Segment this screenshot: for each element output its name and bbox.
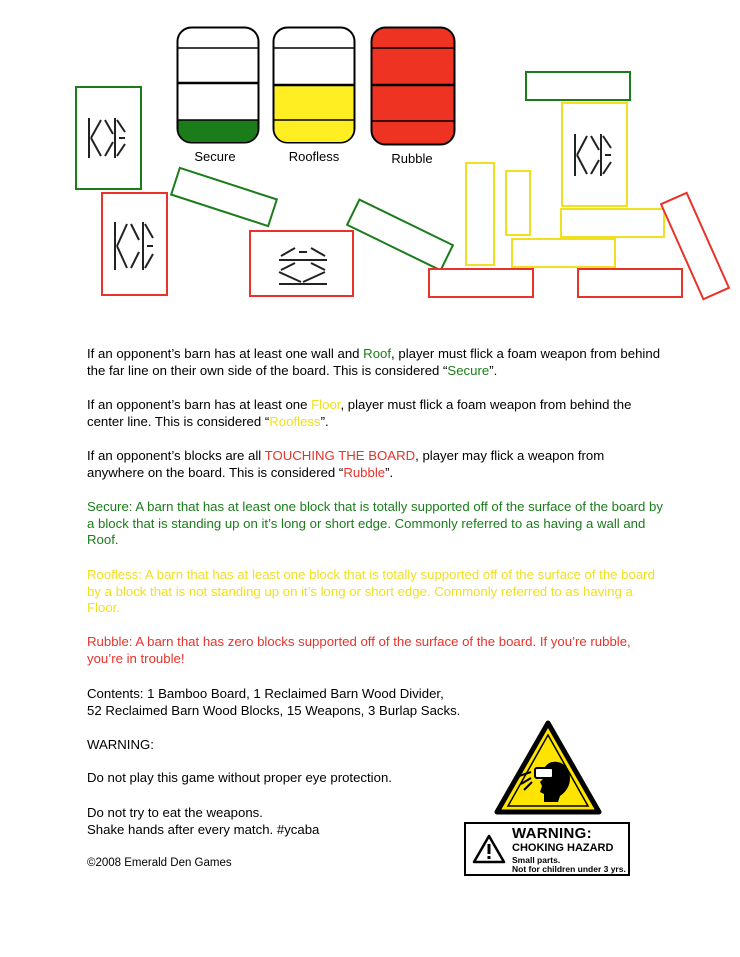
warning-eye-protection: Do not play this game without proper eye protection. [87,770,392,785]
contents [87,686,667,719]
caution-triangle-icon [472,834,506,864]
eye-protection-warning-icon [494,720,602,816]
contents-line-1: Contents: 1 Bamboo Board, 1 Reclaimed Barn Wood Divider, [87,686,444,701]
green-plank [170,167,278,228]
contents-line-2: 52 Reclaimed Barn Wood Blocks, 15 Weapons, 3 Burlap Sacks. [87,702,461,718]
legend-label-secure: Secure [194,149,236,164]
red-plank-left [428,268,534,298]
legend-label-rubble: Rubble [391,151,433,166]
red-block-logo-flat [249,230,354,297]
choking-hazard-label [464,822,630,876]
red-block-logo [101,192,168,296]
choking-line-2: Not for children under 3 yrs. [512,864,626,874]
yellow-plank-lower [511,238,616,268]
roofless-block-icon [272,26,356,144]
yellow-wall-left [465,162,495,266]
legend-label-roofless: Roofless [288,149,340,164]
green-plank-tilted [346,198,454,271]
yellow-wall-small [505,170,531,236]
rule-rubble: If an opponent’s blocks are all TOUCHING THE BOARD, player may flick a weapon from anywhere on the board. This is considered “Rubble”. [87,448,605,480]
green-block-logo [75,86,142,190]
warning-eat: Do not try to eat the weapons. [87,805,263,820]
yellow-block-logo [561,102,628,207]
copyright: ©2008 Emerald Den Games [87,857,232,869]
kdb-logo-icon [251,232,352,295]
secure-block-icon [176,26,260,144]
warning-shake: Shake hands after every match. #ycaba [87,821,320,837]
kdb-logo-icon [77,88,140,188]
green-roof-plank [525,71,631,101]
warning-heading: WARNING: [87,737,154,752]
definition-secure: Secure: A barn that has at least one block that is totally supported off of the surface of the board by a block that is standing up on it’s long or short edge. Commonly referred to as having a wall and Roof. [87,499,663,547]
choking-subtitle: CHOKING HAZARD [512,842,614,854]
rule-secure: If an opponent’s barn has at least one wall and Roof, player must flick a foam weapon from behind the far line on their own side of the board. This is considered “Secure”. [87,346,661,378]
kdb-logo-icon [103,194,166,294]
kdb-logo-icon [563,104,626,205]
yellow-plank-upper [560,208,665,238]
choking-title: WARNING: [512,825,592,842]
red-plank-right [577,268,683,298]
choking-line-1: Small parts. [512,855,561,865]
definition-roofless: Roofless: A barn that has at least one block that is totally supported off of the surface of the board by a block that is not standing up on it’s long or short edge. Commonly referred to as having a Floor. [87,567,655,615]
definition-rubble: Rubble: A barn that has zero blocks supported off of the surface of the board. If you’re rubble, you’re in trouble! [87,634,631,666]
rubble-block-icon [370,26,456,146]
rule-roofless: If an opponent’s barn has at least one Floor, player must flick a foam weapon from behind the center line. This is considered “Roofless”. [87,397,632,429]
